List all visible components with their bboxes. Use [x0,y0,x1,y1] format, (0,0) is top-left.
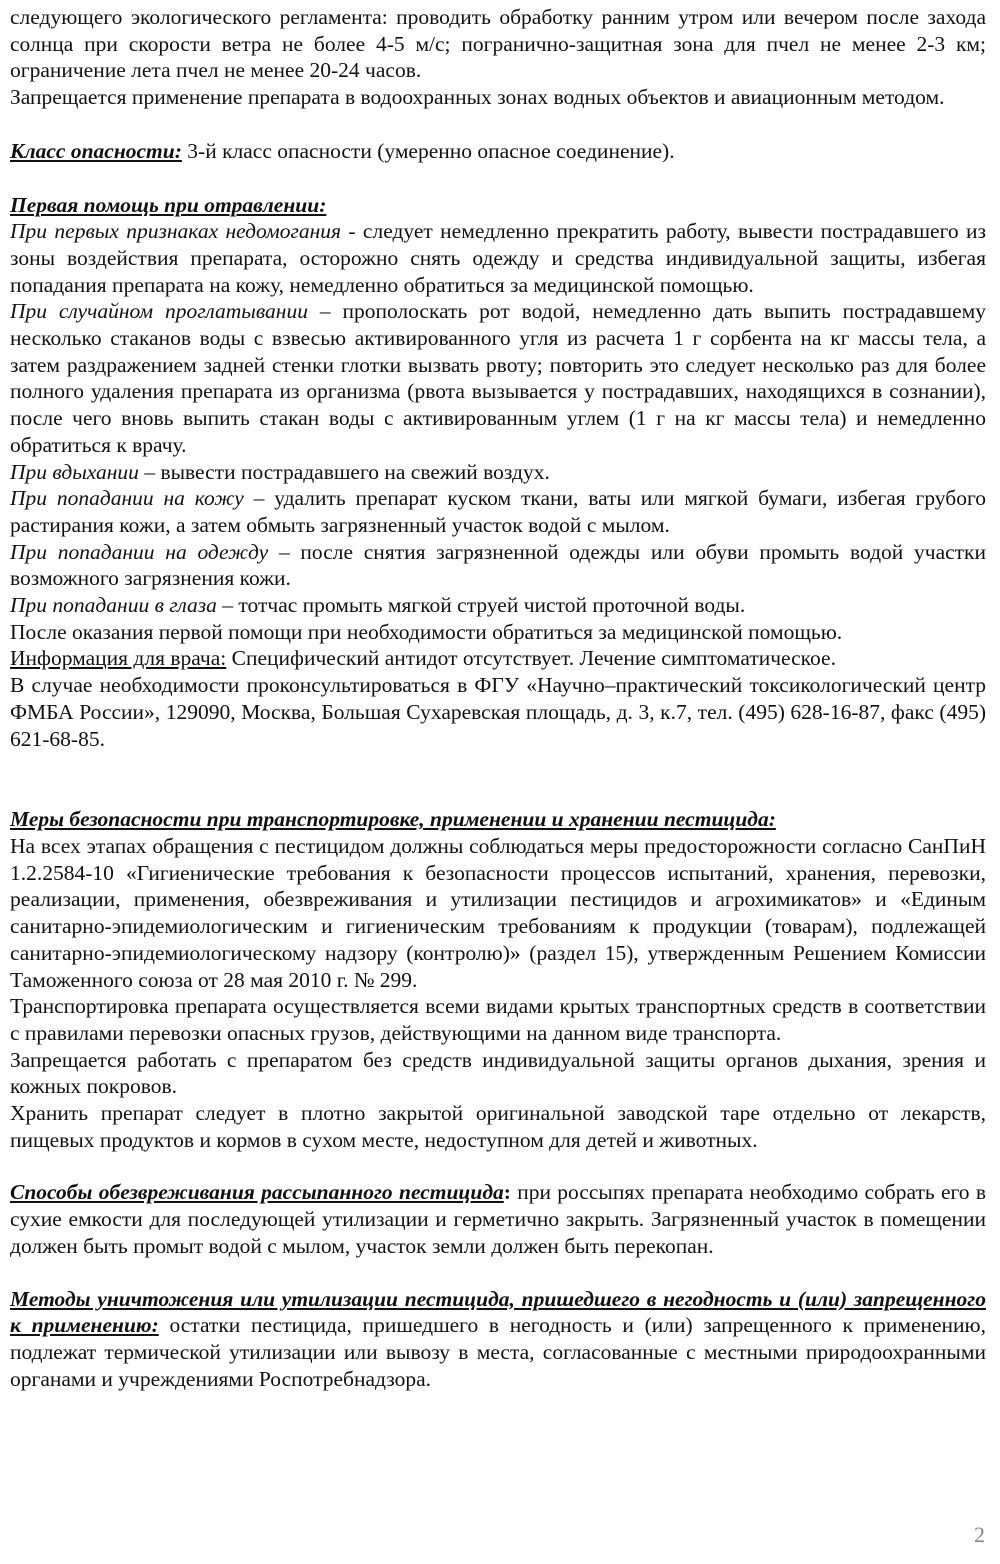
prohibition-paragraph: Запрещается применение препарата в водоохранных зонах водных объектов и авиационным методом. [10,85,945,110]
first-aid-label: При случайном проглатывании [10,299,308,324]
doctor-info-paragraph [10,645,986,672]
first-aid-label: При попадании на одежду [10,539,269,564]
neutralization-heading: Способы обезвреживания рассыпанного пестицида [10,1180,504,1205]
first-aid-item [10,539,986,592]
safety-heading-text: Меры безопасности при транспортировке, применении и хранении пестицида: [10,807,776,832]
first-aid-text: - следует немедленно прекратить работу, вывести пострадавшего из зоны воздействия препарата, осторожно снять одежду и средства индивидуальной защиты, избегая попадания препарата на кожу, немедленно обратиться за медицинской помощью. [10,219,987,297]
first-aid-label: При вдыхании [10,459,139,484]
safety-paragraph: На всех этапах обращения с пестицидом должны соблюдаться меры предосторожности согласно СанПиН 1.2.2584-10 «Гигиенические требования к безопасности процессов испытаний, хранения, перевозки, реализации, применения, обезвреживания и утилизации пестицидов и агрохимикатов» и «Единым санитарно-эпидемиологическим и гигиеническим требованиям к продукции (товарам), подлежащей санитарно-эпидемиологическому надзору (контролю)» (раздел 15), утвержденным Решением Комиссии Таможенного союза от 28 мая 2010 г. № 299. [10,833,986,992]
first-aid-text: – тотчас промыть мягкой струей чистой проточной воды. [216,593,746,618]
safety-paragraph: Хранить препарат следует в плотно закрытой оригинальной заводской таре отдельно от лекарств, пищевых продуктов и кормов в сухом месте, недоступном для детей и животных. [10,1101,986,1152]
first-aid-label: При попадании на кожу [10,486,244,511]
first-aid-after: После оказания первой помощи при необходимости обратиться за медицинской помощью. [10,619,843,644]
hazard-class-text: 3-й класс опасности (умеренно опасное соединение). [181,138,675,163]
first-aid-item [10,485,986,538]
hazard-class-heading: Класс опасности: [10,138,182,163]
first-aid-item [10,592,986,619]
disposal-heading: Методы уничтожения или утилизации пестицида, пришедшего в негодность и (или) запрещенного к применению: [10,1286,986,1338]
first-aid-text: – после снятия загрязненной одежды или обуви промыть водой участки возможного загрязнения кожи. [10,539,987,591]
first-aid-item [10,298,986,458]
first-aid-heading-text: Первая помощь при отравлении: [10,192,327,217]
safety-paragraph: Запрещается работать с препаратом без средств индивидуальной защиты органов дыхания, зрения и кожных покровов. [10,1047,986,1099]
first-aid-text: – удалить препарат куском ткани, ваты или мягкой бумаги, избегая грубого растирания кожи, а затем обмыть загрязненный участок водой с мылом. [10,486,986,537]
consultation-paragraph: В случае необходимости проконсультироваться в ФГУ «Научно–практический токсикологический центр ФМБА России», 129090, Москва, Большая Сухаревская площадь, д. 3, к.7, тел. (495) 628-16-87, факс (495) 621-68-85. [10,673,986,751]
disposal-text: остатки пестицида, пришедшего в негодность и (или) запрещенного к применению, подлежат термической утилизации или вывозу в места, согласованные с местными природоохранными органами и учреждениями Роспотребнадзора. [10,1313,986,1391]
first-aid-label: При попадании в глаза [10,593,217,618]
neutralization-colon: : [503,1180,511,1205]
hazard-class-paragraph [10,138,986,165]
doctor-info-label: Информация для врача: [10,646,227,671]
safety-paragraph: Транспортировка препарата осуществляется всеми видами крытых транспортных средств в соответствии с правилами перевозки опасных грузов, действующими на данном виде транспорта. [10,994,986,1045]
document-page [10,4,986,1392]
first-aid-text: – прополоскать рот водой, немедленно дать выпить пострадавшему несколько стаканов воды с взвесью активированного угля из расчета 1 г сорбента на кг массы тела, а затем раздражением задней стенки глотки вызвать рвоту; повторить это следует несколько раз для более полного удаления препарата из организма (рвота вызывается у пострадавших, находящихся в сознании), после чего вновь выпить стакан воды с активированным углем (1 г на кг массы тела) и немедленно обратиться к врачу. [10,299,986,457]
first-aid-item [10,218,986,298]
disposal-paragraph [10,1286,986,1393]
first-aid-heading [10,192,986,219]
first-aid-label: При первых признаках недомогания [10,219,342,244]
neutralization-paragraph [10,1179,986,1259]
neutralization-text: при россыпях препарата необходимо собрать его в сухие емкости для последующей утилизации и герметично закрыть. Загрязненный участок в помещении должен быть промыт водой с мылом, участок земли должен быть перекопан. [10,1180,987,1258]
intro-paragraph: следующего экологического регламента: проводить обработку ранним утром или вечером после захода солнца при скорости ветра не более 4-5 м/с; погранично-защитная зона для пчел не менее 2-3 км; ограничение лета пчел не менее 20-24 часов. [10,5,986,83]
doctor-info-text: Специфический антидот отсутствует. Лечение симптоматическое. [226,646,836,671]
safety-heading [10,806,986,833]
first-aid-item [10,459,986,486]
first-aid-text: – вывести пострадавшего на свежий воздух. [138,459,550,484]
page-number: 2 [974,1522,985,1547]
